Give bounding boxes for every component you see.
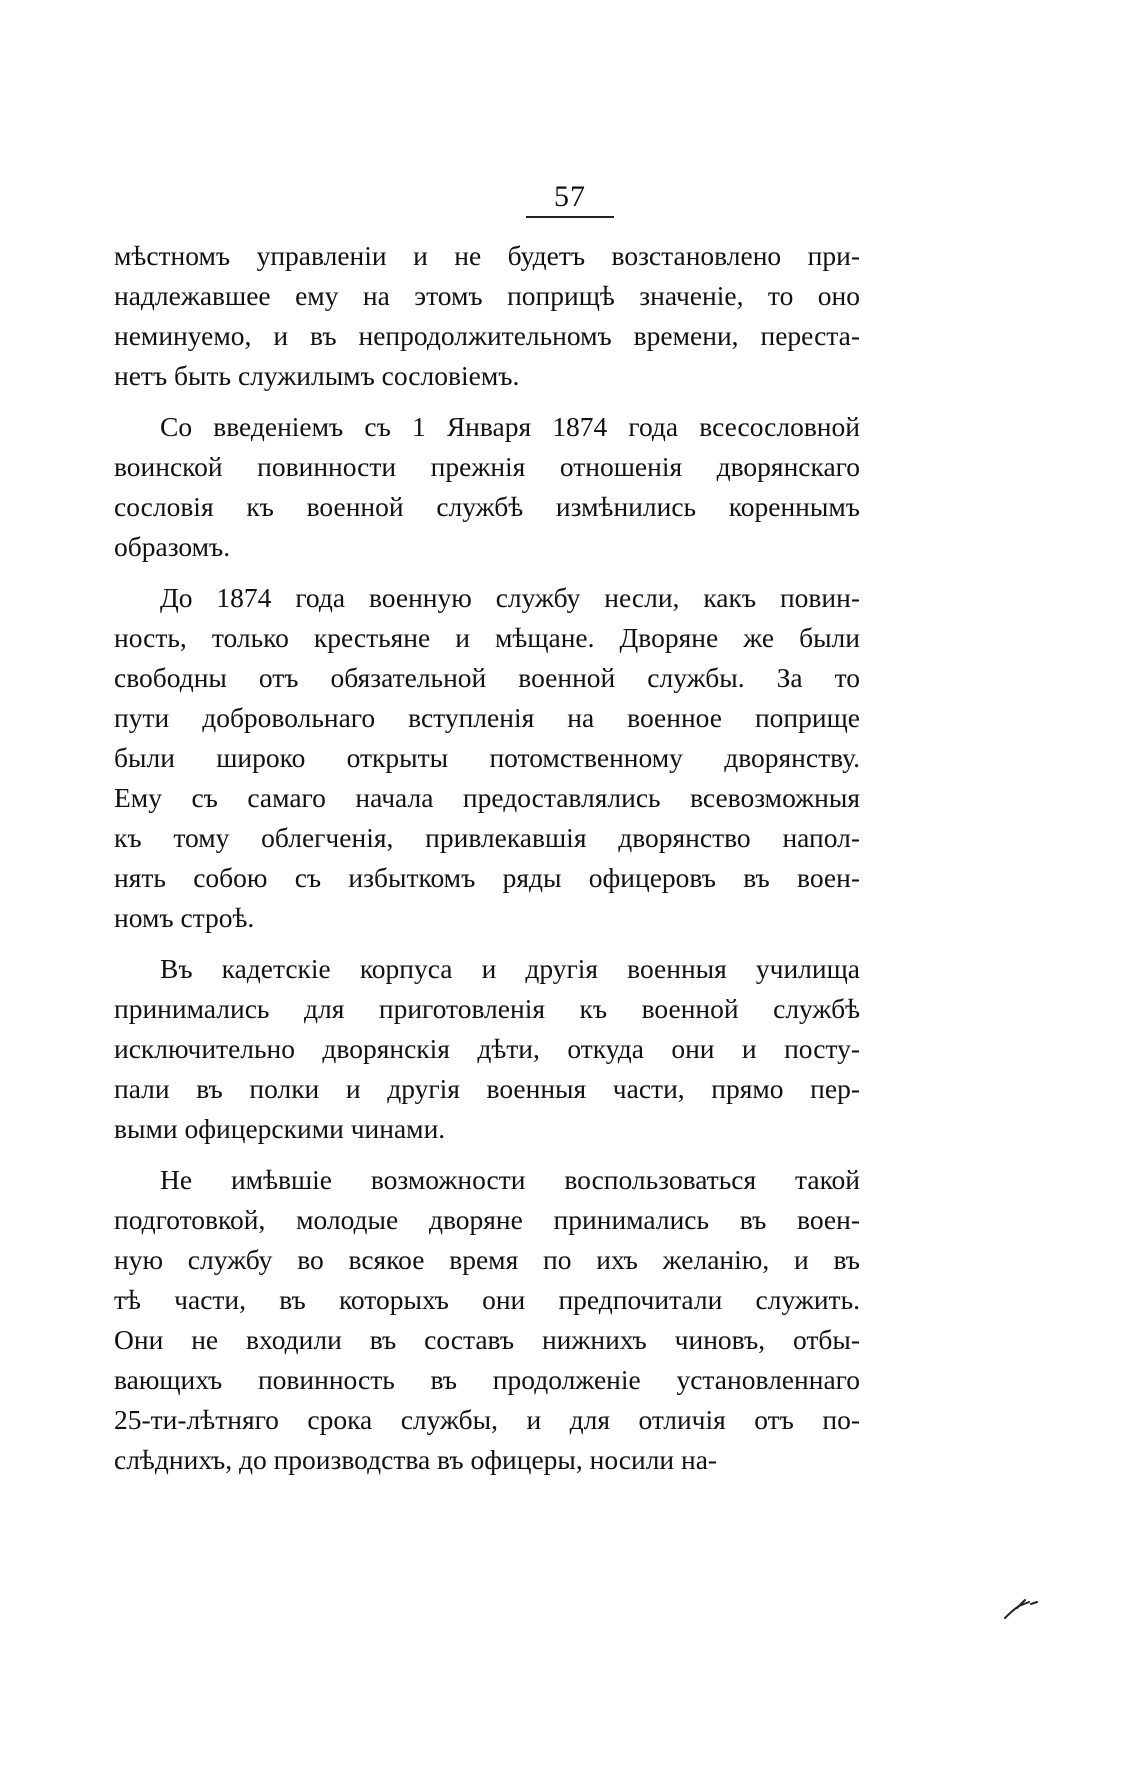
text-line: Въ кадетскіе корпуса и другія военныя училища xyxy=(160,953,860,984)
text-line: вающихъ повинность въ продолженіе установленнаго xyxy=(114,1364,860,1395)
paragraph xyxy=(114,407,860,567)
text-line: нетъ быть служилымъ сословіемъ. xyxy=(114,360,520,391)
text-line: исключительно дворянскія дѣти, откуда они и посту- xyxy=(114,1033,860,1064)
page-number-container xyxy=(0,180,1140,218)
text-line: мѣстномъ управленіи и не будетъ возстановлено при- xyxy=(114,240,860,271)
text-line: пали въ полки и другія военныя части, прямо пер- xyxy=(114,1073,860,1104)
text-line: подготовкой, молодые дворяне принимались въ воен- xyxy=(114,1204,860,1235)
text-line: надлежавшее ему на этомъ поприщѣ значеніе, то оно xyxy=(114,280,860,311)
text-line: неминуемо, и въ непродолжительномъ времени, переста- xyxy=(114,320,860,351)
paragraph xyxy=(114,1160,860,1480)
text-line: принимались для приготовленія къ военной службѣ xyxy=(114,993,860,1024)
paragraph xyxy=(114,236,860,396)
text-line: ную службу во всякое время по ихъ желанію, и въ xyxy=(114,1244,860,1275)
text-line: свободны отъ обязательной военной службы. За то xyxy=(114,662,860,693)
text-line: Со введеніемъ съ 1 Января 1874 года всесословной xyxy=(160,411,860,442)
paragraph xyxy=(114,578,860,938)
text-line: сословія къ военной службѣ измѣнились кореннымъ xyxy=(114,491,860,522)
page-number: 57 xyxy=(526,180,614,218)
text-line: 25-ти-лѣтняго срока службы, и для отличія отъ по- xyxy=(114,1404,860,1435)
text-line: номъ строѣ. xyxy=(114,902,255,933)
paragraph xyxy=(114,949,860,1149)
text-line: пути добровольнаго вступленія на военное поприще xyxy=(114,702,860,733)
pen-mark-icon xyxy=(1003,1598,1043,1622)
text-line: Не имѣвшіе возможности воспользоваться такой xyxy=(160,1164,860,1195)
text-line: образомъ. xyxy=(114,531,231,562)
text-line: До 1874 года военную службу несли, какъ повин- xyxy=(160,582,860,613)
text-line: нять собою съ избыткомъ ряды офицеровъ въ воен- xyxy=(114,862,860,893)
text-line: Они не входили въ составъ нижнихъ чиновъ, отбы- xyxy=(114,1324,860,1355)
text-line: Ему съ самаго начала предоставлялись всевозможныя xyxy=(114,782,860,813)
text-line: къ тому облегченія, привлекавшія дворянство напол- xyxy=(114,822,860,853)
text-line: тѣ части, въ которыхъ они предпочитали служить. xyxy=(114,1284,860,1315)
text-line: были широко открыты потомственному дворянству. xyxy=(114,742,860,773)
text-line: слѣднихъ, до производства въ офицеры, носили на- xyxy=(114,1444,718,1475)
text-line: выми офицерскими чинами. xyxy=(114,1113,446,1144)
body-text xyxy=(114,236,860,1491)
text-line: воинской повинности прежнія отношенія дворянскаго xyxy=(114,451,860,482)
text-line: ность, только крестьяне и мѣщане. Дворяне же были xyxy=(114,622,860,653)
